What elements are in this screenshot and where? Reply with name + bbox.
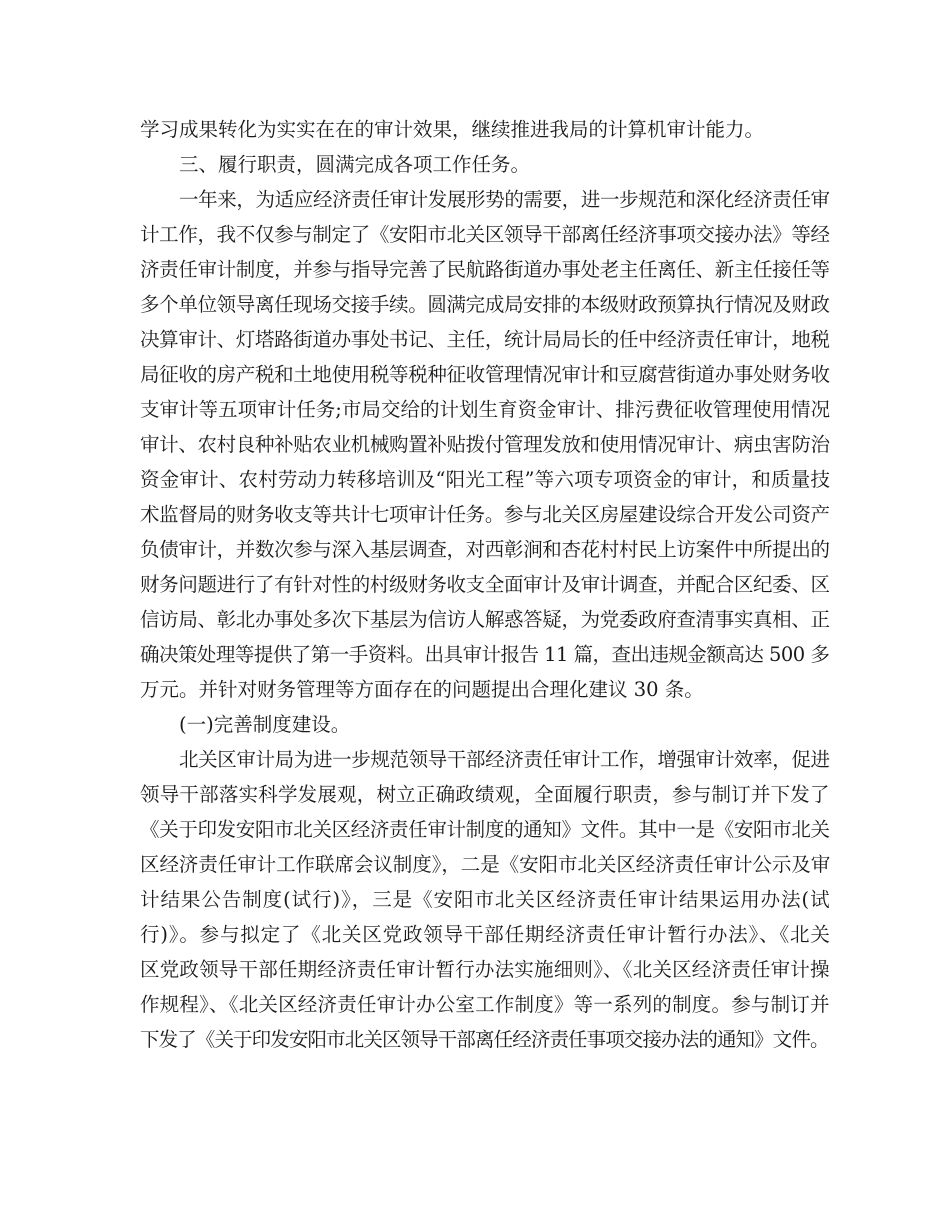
text-line: 领导干部落实科学发展观，树立正确政绩观，全面履行职责，参与制订并下发了 — [140, 783, 830, 806]
text-line: 财务问题进行了有针对性的村级财务收支全面审计及审计调查，并配合区纪委、区 — [140, 573, 830, 596]
text-line: 多个单位领导离任现场交接手续。圆满完成局安排的本级财政预算执行情况及财政 — [140, 293, 830, 316]
text-line: 济责任审计制度，并参与指导完善了民航路街道办事处老主任离任、新主任接任等 — [140, 258, 830, 281]
text-line: 术监督局的财务收支等共计七项审计任务。参与北关区房屋建设综合开发公司资产 — [140, 503, 830, 526]
text-line: 区党政领导干部任期经济责任审计暂行办法实施细则》、《北关区经济责任审计操 — [140, 958, 830, 981]
text-line: 北关区审计局为进一步规范领导干部经济责任审计工作，增强审计效率，促进 — [179, 748, 830, 771]
document-body — [140, 112, 830, 1057]
text-line: 计工作，我不仅参与制定了《安阳市北关区领导干部离任经济事项交接办法》等经 — [140, 223, 830, 246]
text-line: 决算审计、灯塔路街道办事处书记、主任，统计局局长的任中经济责任审计，地税 — [140, 328, 830, 351]
text-line: 下发了《关于印发安阳市北关区领导干部离任经济责任事项交接办法的通知》文件。 — [140, 1028, 829, 1051]
text-line: 负债审计，并数次参与深入基层调查，对西彰涧和杏花村村民上访案件中所提出的 — [140, 538, 830, 561]
text-line: 行)》。参与拟定了《北关区党政领导干部任期经济责任审计暂行办法》、《北关 — [140, 923, 831, 946]
text-line: 一年来，为适应经济责任审计发展形势的需要，进一步规范和深化经济责任审 — [179, 188, 830, 211]
text-line: (一)完善制度建设。 — [179, 713, 351, 736]
text-line: 审计、农村良种补贴农业机械购置补贴拨付管理发放和使用情况审计、病虫害防治 — [140, 433, 830, 456]
text-line: 作规程》、《北关区经济责任审计办公室工作制度》等一系列的制度。参与制订并 — [140, 993, 830, 1016]
text-line: 学习成果转化为实实在在的审计效果，继续推进我局的计算机审计能力。 — [140, 118, 765, 141]
text-line: 《关于印发安阳市北关区经济责任审计制度的通知》文件。其中一是《安阳市北关 — [140, 818, 830, 841]
text-line: 信访局、彰北办事处多次下基层为信访人解惑答疑，为党委政府查清事实真相、正 — [140, 608, 830, 631]
text-line: 确决策处理等提供了第一手资料。出具审计报告 11 篇，查出违规金额高达 500 多 — [140, 643, 830, 666]
text-line: 资金审计、农村劳动力转移培训及“阳光工程”等六项专项资金的审计，和质量技 — [140, 468, 831, 491]
text-line: 计结果公告制度(试行)》，三是《安阳市北关区经济责任审计结果运用办法(试 — [140, 888, 831, 911]
text-line: 支审计等五项审计任务;市局交给的计划生育资金审计、排污费征收管理使用情况 — [140, 398, 831, 421]
text-line: 局征收的房产税和土地使用税等税种征收管理情况审计和豆腐营街道办事处财务收 — [140, 363, 830, 386]
text-line: 万元。并针对财务管理等方面存在的问题提出合理化建议 30 条。 — [140, 678, 704, 701]
text-line: 区经济责任审计工作联席会议制度》，二是《安阳市北关区经济责任审计公示及审 — [140, 853, 831, 876]
text-line: 三、履行职责，圆满完成各项工作任务。 — [179, 153, 531, 176]
